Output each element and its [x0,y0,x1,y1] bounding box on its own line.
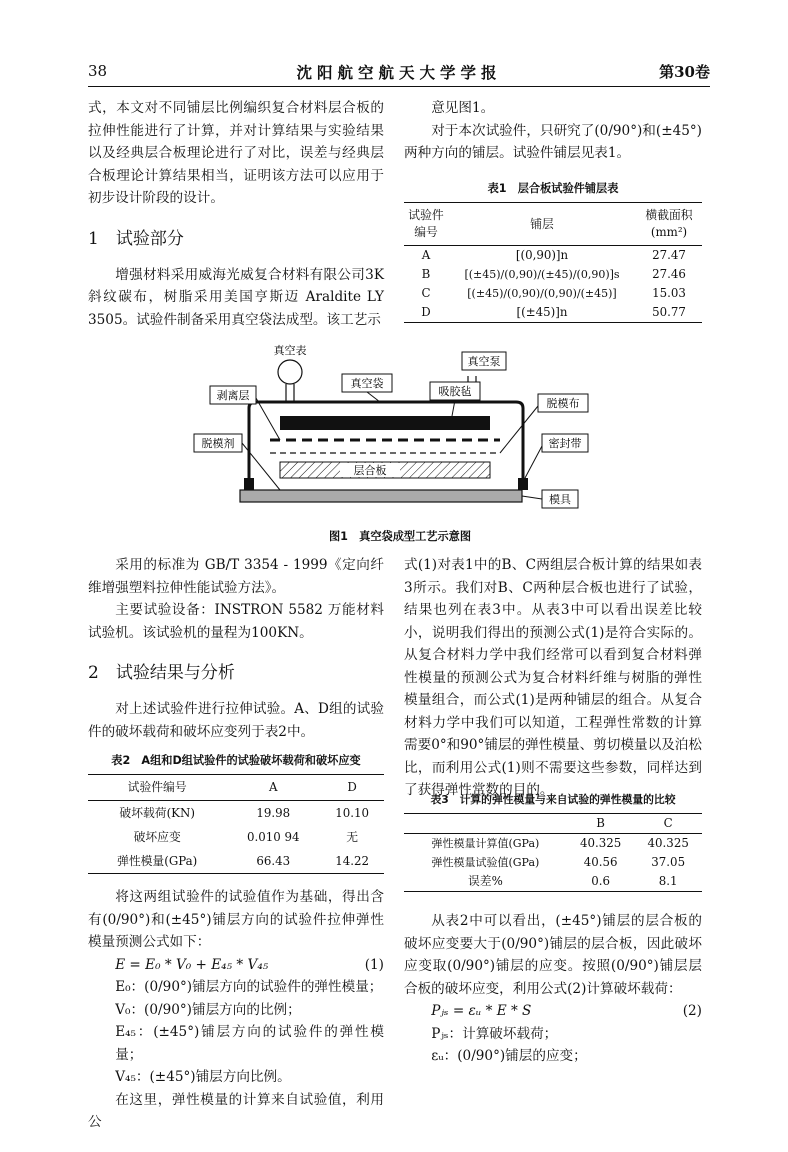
left-column-top [88,97,384,331]
cell: [(0,90)]n [515,248,569,262]
label-laminate: 层合板 [353,464,387,477]
cell: 破坏载荷(KN) [119,806,195,820]
col-header: 横截面积 [645,208,693,222]
cell: 误差% [404,872,567,892]
table-row [404,284,702,303]
paragraph: 采用的标准为 GB/T 3354 - 1999《定向纤维增强塑料拉伸性能试验方法》。 [88,557,384,596]
col-header: (mm²) [650,225,688,239]
cell: [(±45)]n [448,303,636,323]
section-heading-1: 1 试验部分 [88,228,184,249]
table-caption: 表2 A组和D组试验件的试验破坏载荷和破坏应变 [111,754,361,767]
cell: 19.98 [256,805,291,820]
vacuum-bag-diagram [180,342,620,527]
definitions [404,1023,702,1068]
col-header: D [320,775,384,801]
sealant-right [518,478,528,490]
right-column-top [404,97,702,165]
label-sealant: 密封带 [548,437,582,450]
cell: 无 [346,829,358,844]
table-row [88,825,384,849]
figure-caption: 图1 真空袋成型工艺示意图 [328,530,472,543]
table-row [404,853,702,872]
left-column-bottom [88,886,384,1134]
cell: 14.22 [320,849,384,874]
cell: 15.03 [652,286,686,300]
table-row [404,872,702,892]
definition: E₀：(0/90°)铺层方向的试验件的弹性模量； [115,979,383,995]
cell: 50.77 [636,303,702,323]
cell: [(±45)/(0,90)/(±45)/(0,90)]s [464,268,620,281]
label-release-cloth: 脱模布 [546,397,580,410]
equation-2 [404,1000,702,1023]
vacuum-gauge-icon [278,360,302,384]
table-1 [404,180,702,323]
definitions [88,976,384,1089]
cell: 8.1 [634,872,702,892]
label-pump: 真空泵 [467,355,501,368]
col-header [404,814,567,834]
paragraph: 意见图1。 [431,100,495,116]
paragraph: 增强材料采用威海光威复合材料有限公司3K斜纹碳布，树脂采用美国亨斯迈 Araldite LY 3505。试验件制备采用真空袋法成型。该工艺示 [88,266,384,328]
journal-title: 沈阳航空航天大学学报 [296,63,502,82]
cell: 37.05 [651,855,686,869]
cell: D [404,303,448,323]
table-2 [88,752,384,874]
label-release-agent: 脱模剂 [201,437,235,450]
cell: 40.325 [647,836,689,850]
col-header: B [567,814,635,834]
section-heading-2: 2 试验结果与分析 [88,663,235,683]
col-header: A [226,775,320,801]
cell: 40.325 [579,836,622,850]
label-mold: 模具 [549,493,571,506]
paragraph: 式(1)对表1中的B、C两组层合板计算的结果如表3所示。我们对B、C两种层合板也进行了试验，结果也列在表3中。从表3中可以看出误差比较小，说明我们得出的预测公式(1)是符合实际的。从复合材料力学中我们经常可以看到复合材料弹性模量的预测公式为复合材料纤维与树脂的弹性模量组合，而公式(1)是两种铺层的组合。从复合材料力学中我们可以知道，工程弹性常数的计算需要0°和90°铺层的弹性模量、剪切模量以及泊松比，而利用公式(1)则不需要这些参数，同样达到了获得弹性常数的目的。 [404,557,702,798]
paragraph: 在这里，弹性模量的计算来自试验值，利用公 [88,1091,384,1130]
cell: 弹性模量(GPa) [88,849,226,874]
volume-label: 第30卷 [659,63,710,81]
right-column-middle [404,554,702,802]
table-row [88,849,384,874]
equation-body: Pⱼₛ = εᵤ * E * S [431,1003,532,1019]
table-caption: 表3 计算的弹性模量与来自试验的弹性模量的比较 [430,793,676,806]
cell: 弹性模量计算值(GPa) [431,837,540,850]
col-header: C [634,814,702,834]
table-3 [404,792,702,892]
col-header: 试验件编号 [88,775,226,801]
cell: 弹性模量试验值(GPa) [431,856,540,869]
cell: 27.47 [652,248,686,262]
definition: V₄₅：(±45°)铺层方向比例。 [115,1069,291,1085]
sealant-left [244,478,254,490]
cell: 0.6 [567,872,635,892]
cell: [(±45)/(0,90)/(0,90)/(±45)] [467,287,617,300]
right-column-bottom [404,910,702,1068]
paragraph: 式，本文对不同铺层比例编织复合材料层合板的拉伸性能进行了计算，并对计算结果与实验结果以及经典层合板理论进行了对比，误差与经典层合板理论计算结果相当，证明该方法可以应用于初步设计阶段的设计。 [88,100,384,206]
cell: 40.56 [583,855,618,869]
equation-number: (1) [364,956,384,973]
cell: 0.010 94 [246,829,300,844]
table-row [404,834,702,854]
left-column-middle [88,554,384,743]
table-row [88,801,384,826]
definition: Pⱼₛ：计算破坏载荷； [431,1025,558,1042]
definition: E₄₅：(±45°)铺层方向的试验件的弹性模量； [115,1024,384,1063]
paragraph: 对于本次试验件，只研究了(0/90°)和(±45°)两种方向的铺层。试验件铺层见表1。 [404,122,702,161]
figure-1 [180,342,620,547]
equation-1 [88,954,384,977]
table-row [404,265,702,284]
paragraph: 主要试验设备：INSTRON 5582 万能材料试验机。该试验机的量程为100KN。 [88,602,384,641]
cell: B [421,267,431,281]
breather-felt [280,416,490,430]
cell: A [421,248,431,262]
definition: εᵤ：(0/90°)铺层的应变； [431,1048,587,1064]
table-row [404,246,702,266]
col-header: 编号 [414,225,438,239]
equation-number: (2) [682,1003,702,1019]
label-bag: 真空袋 [350,377,384,390]
running-header [88,60,710,87]
page-number: 38 [88,62,108,80]
label-felt: 吸胶毡 [438,385,472,398]
mold-base [240,490,522,502]
label-peel: 剥离层 [216,389,250,402]
cell: C [421,286,431,300]
paragraph: 从表2中可以看出，(±45°)铺层的层合板的破坏应变要大于(0/90°)铺层的层合板，因此破坏应变取(0/90°)铺层的应变。按照(0/90°)铺层层合板的破坏应变，利用公式(2)计算破坏载荷： [404,913,702,997]
cell: 破坏应变 [133,830,181,844]
col-header: 铺层 [448,203,636,246]
equation-body: E = E₀ * V₀ + E₄₅ * V₄₅ [115,956,269,973]
cell: 27.46 [652,267,686,281]
label-gauge: 真空表 [273,344,307,357]
definition: V₀：(0/90°)铺层方向的比例； [115,1001,301,1018]
table-row [404,303,702,323]
cell: 66.43 [226,849,320,874]
col-header: 试验件 [408,208,444,222]
table-caption: 表1 层合板试验件铺层表 [487,182,619,195]
cell: 10.10 [335,805,369,820]
paragraph: 将这两组试验件的试验值作为基础，得出含有(0/90°)和(±45°)铺层方向的试验件拉伸弹性模量预测公式如下： [88,889,384,950]
paragraph: 对上述试验件进行拉伸试验。A、D组的试验件的破坏载荷和破坏应变列于表2中。 [88,701,384,740]
